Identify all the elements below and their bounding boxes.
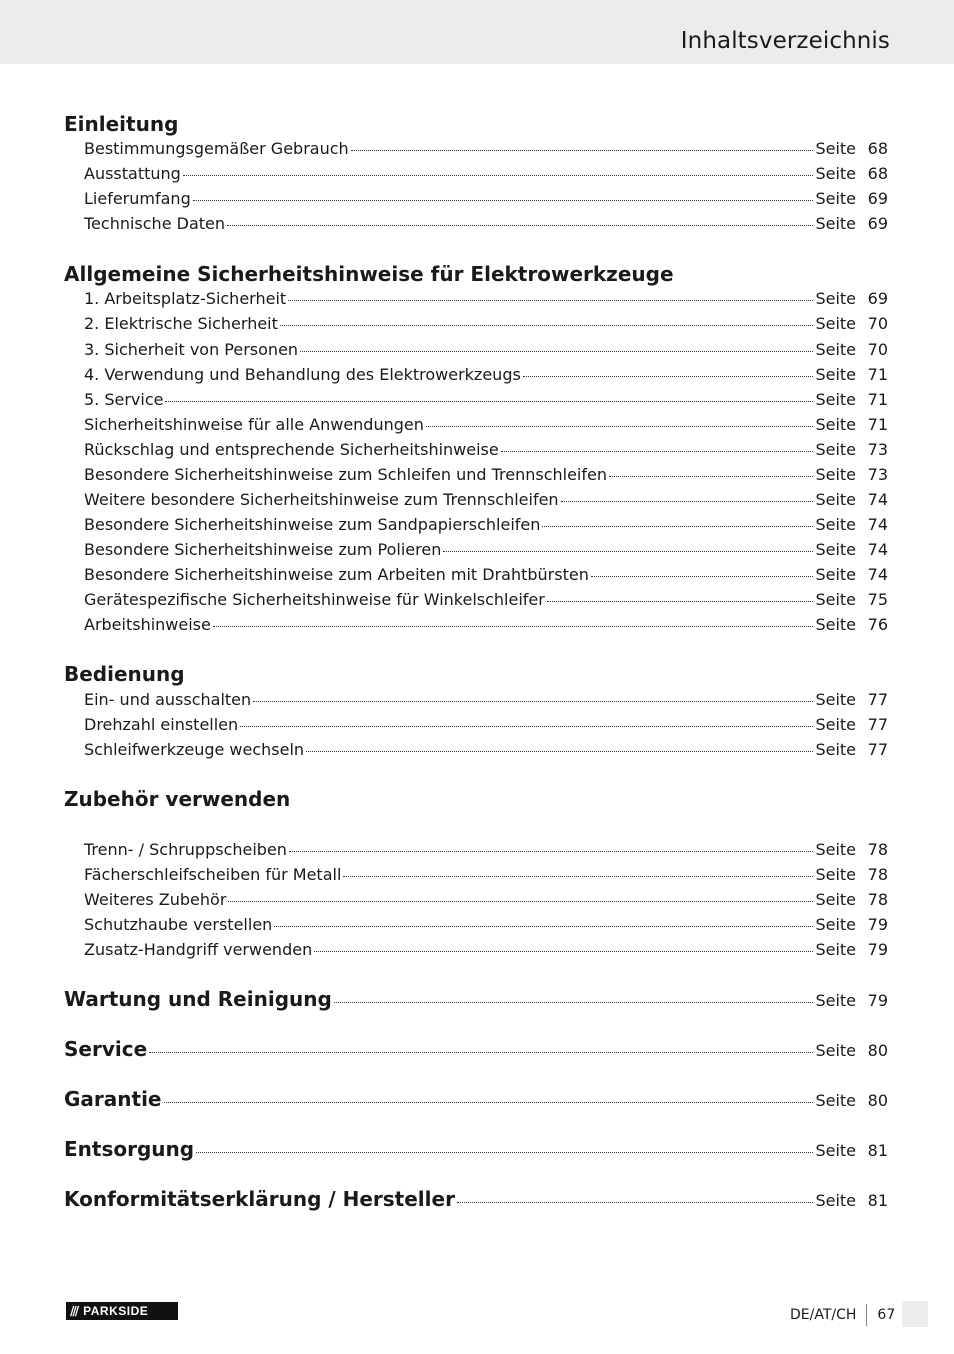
toc-entry[interactable]: Fächerschleifscheiben für Metall Seite 78 xyxy=(84,865,888,884)
section-title-bedienung: Bedienung xyxy=(64,662,185,686)
toc-entry[interactable]: Arbeitshinweise Seite 76 xyxy=(84,615,888,634)
logo-text: PARKSIDE xyxy=(83,1304,149,1318)
logo-slashes-icon: /// xyxy=(70,1304,78,1318)
toc-main-entry-wartung[interactable]: Wartung und Reinigung Seite 79 xyxy=(64,987,888,1011)
toc-entry[interactable]: 1. Arbeitsplatz-Sicherheit Seite 69 xyxy=(84,289,888,308)
toc-entry[interactable]: Ausstattung Seite 68 xyxy=(84,164,888,183)
toc-entry[interactable]: Besondere Sicherheitshinweise zum Polieren Seite 74 xyxy=(84,540,888,559)
table-of-contents xyxy=(64,0,890,1240)
toc-entry[interactable]: Sicherheitshinweise für alle Anwendungen Seite 71 xyxy=(84,415,888,434)
section-title-zubehoer: Zubehör verwenden xyxy=(64,787,291,811)
toc-entry[interactable]: Schutzhaube verstellen Seite 79 xyxy=(84,915,888,934)
toc-entry[interactable]: Lieferumfang Seite 69 xyxy=(84,189,888,208)
toc-entry[interactable]: 5. Service Seite 71 xyxy=(84,390,888,409)
footer-divider xyxy=(866,1304,867,1326)
toc-entry[interactable]: Zusatz-Handgriff verwenden Seite 79 xyxy=(84,940,888,959)
toc-entry[interactable]: Weitere besondere Sicherheitshinweise zum Trennschleifen Seite 74 xyxy=(84,490,888,509)
toc-main-entry-konformitaet[interactable]: Konformitätserklärung / Hersteller Seite 81 xyxy=(64,1187,888,1211)
footer-meta xyxy=(790,1304,895,1326)
toc-entry[interactable]: Besondere Sicherheitshinweise zum Schleifen und Trennschleifen Seite 73 xyxy=(84,465,888,484)
toc-entry[interactable]: 4. Verwendung und Behandlung des Elektrowerkzeugs Seite 71 xyxy=(84,365,888,384)
toc-entry[interactable]: Gerätespezifische Sicherheitshinweise für Winkelschleifer Seite 75 xyxy=(84,590,888,609)
toc-entry[interactable]: Besondere Sicherheitshinweise zum Arbeiten mit Drahtbürsten Seite 74 xyxy=(84,565,888,584)
toc-entry[interactable]: 3. Sicherheit von Personen Seite 70 xyxy=(84,340,888,359)
toc-entry[interactable]: Weiteres Zubehör Seite 78 xyxy=(84,890,888,909)
toc-entry[interactable]: 2. Elektrische Sicherheit Seite 70 xyxy=(84,314,888,333)
section-title-sicherheit: Allgemeine Sicherheitshinweise für Elektrowerkzeuge xyxy=(64,262,674,286)
toc-entry[interactable]: Technische Daten Seite 69 xyxy=(84,214,888,233)
toc-entry[interactable]: Besondere Sicherheitshinweise zum Sandpapierschleifen Seite 74 xyxy=(84,515,888,534)
toc-main-entry-entsorgung[interactable]: Entsorgung Seite 81 xyxy=(64,1137,888,1161)
toc-entry[interactable]: Bestimmungsgemäßer Gebrauch Seite 68 xyxy=(84,139,888,158)
toc-entry[interactable]: Schleifwerkzeuge wechseln Seite 77 xyxy=(84,740,888,759)
toc-main-entry-service[interactable]: Service Seite 80 xyxy=(64,1037,888,1061)
toc-entry[interactable]: Drehzahl einstellen Seite 77 xyxy=(84,715,888,734)
region-label: DE/AT/CH xyxy=(790,1307,857,1323)
page-title: Inhaltsverzeichnis xyxy=(680,28,890,54)
toc-entry[interactable]: Trenn- / Schruppscheiben Seite 78 xyxy=(84,840,888,859)
footer-tab-marker xyxy=(902,1301,928,1327)
section-title-einleitung: Einleitung xyxy=(64,112,179,136)
toc-entry[interactable]: Rückschlag und entsprechende Sicherheitshinweise Seite 73 xyxy=(84,440,888,459)
toc-main-entry-garantie[interactable]: Garantie Seite 80 xyxy=(64,1087,888,1111)
parkside-logo xyxy=(66,1302,178,1320)
page-number: 67 xyxy=(877,1307,896,1323)
toc-entry[interactable]: Ein- und ausschalten Seite 77 xyxy=(84,690,888,709)
